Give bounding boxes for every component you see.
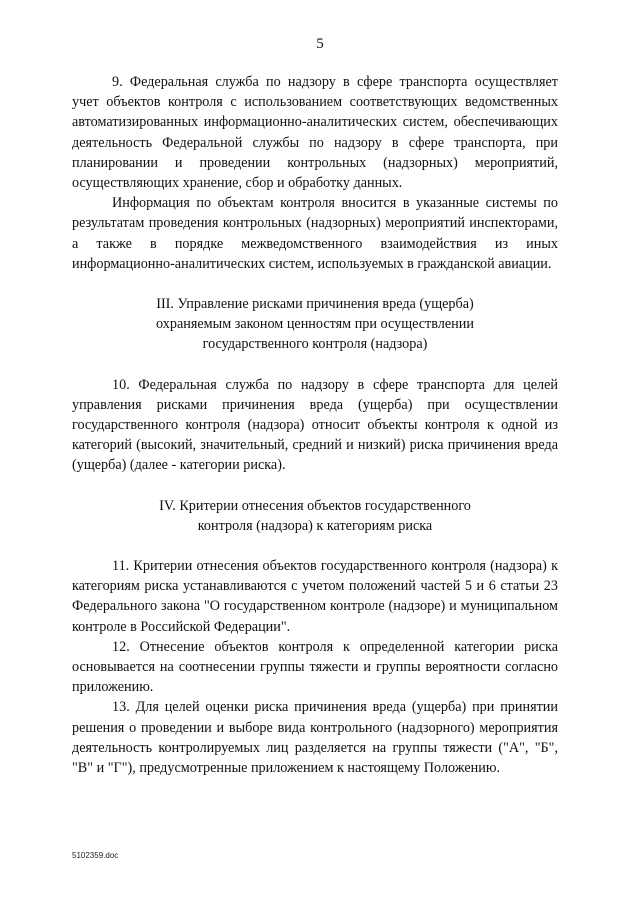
paragraph-info: Информация по объектам контроля вносится в указанные системы по результатам проведения контрольных (надзорных) мероприятий инспекторами, а также в порядке межведомственного взаимодействия из иных информационно-аналитических систем, используемых в гражданской авиации. [72,195,558,272]
section-3-heading-line: охраняемым законом ценностям при осуществлении [156,316,474,333]
paragraph-13: 13. Для целей оценки риска причинения вреда (ущерба) при принятии решения о проведении и выборе вида контрольного (надзорного) мероприятия деятельность контролируемых лиц разделяется на группы тяжести ("А", "Б", "В" и "Г"), предусмотренные приложением к настоящему Положению. [72,699,558,777]
section-4-heading-line: IV. Критерии отнесения объектов государственного [159,497,471,514]
paragraph-10: 10. Федеральная служба по надзору в сфере транспорта для целей управления рисками причинения вреда (ущерба) при осуществлении государственного контроля (надзора) относит объекты контроля к одной из категорий (высокий, значительный, средний и низкий) риска причинения вреда (ущерба) (далее - категории риска). [72,376,558,474]
section-3-heading [72,294,558,355]
section-3-heading-line: государственного контроля (надзора) [202,336,428,353]
document-file-code: 5102359.doc [72,851,119,860]
section-4-heading [72,496,558,536]
page-number: 5 [316,36,324,52]
paragraph-11: 11. Критерии отнесения объектов государственного контроля (надзора) к категориям риска устанавливаются с учетом положений частей 5 и 6 статьи 23 Федерального закона "О государственном контроле (надзоре) и муниципальном контроле в Российской Федерации". [72,558,558,635]
document-body [72,72,558,778]
paragraph-9: 9. Федеральная служба по надзору в сфере транспорта осуществляет учет объектов контроля с использованием соответствующих ведомственных автоматизированных информационно-аналитических систем, обеспечивающих деятельность Федеральной службы по надзору в сфере транспорта, при планировании и проведении контрольных (надзорных) мероприятий, осуществляющих хранение, сбор и обработку данных. [72,74,558,192]
paragraph-12: 12. Отнесение объектов контроля к определенной категории риска основывается на соотнесении группы тяжести и группы вероятности согласно приложению. [72,638,558,696]
section-4-heading-line: контроля (надзора) к категориям риска [197,517,433,534]
section-3-heading-line: III. Управление рисками причинения вреда (ущерба) [156,296,474,313]
